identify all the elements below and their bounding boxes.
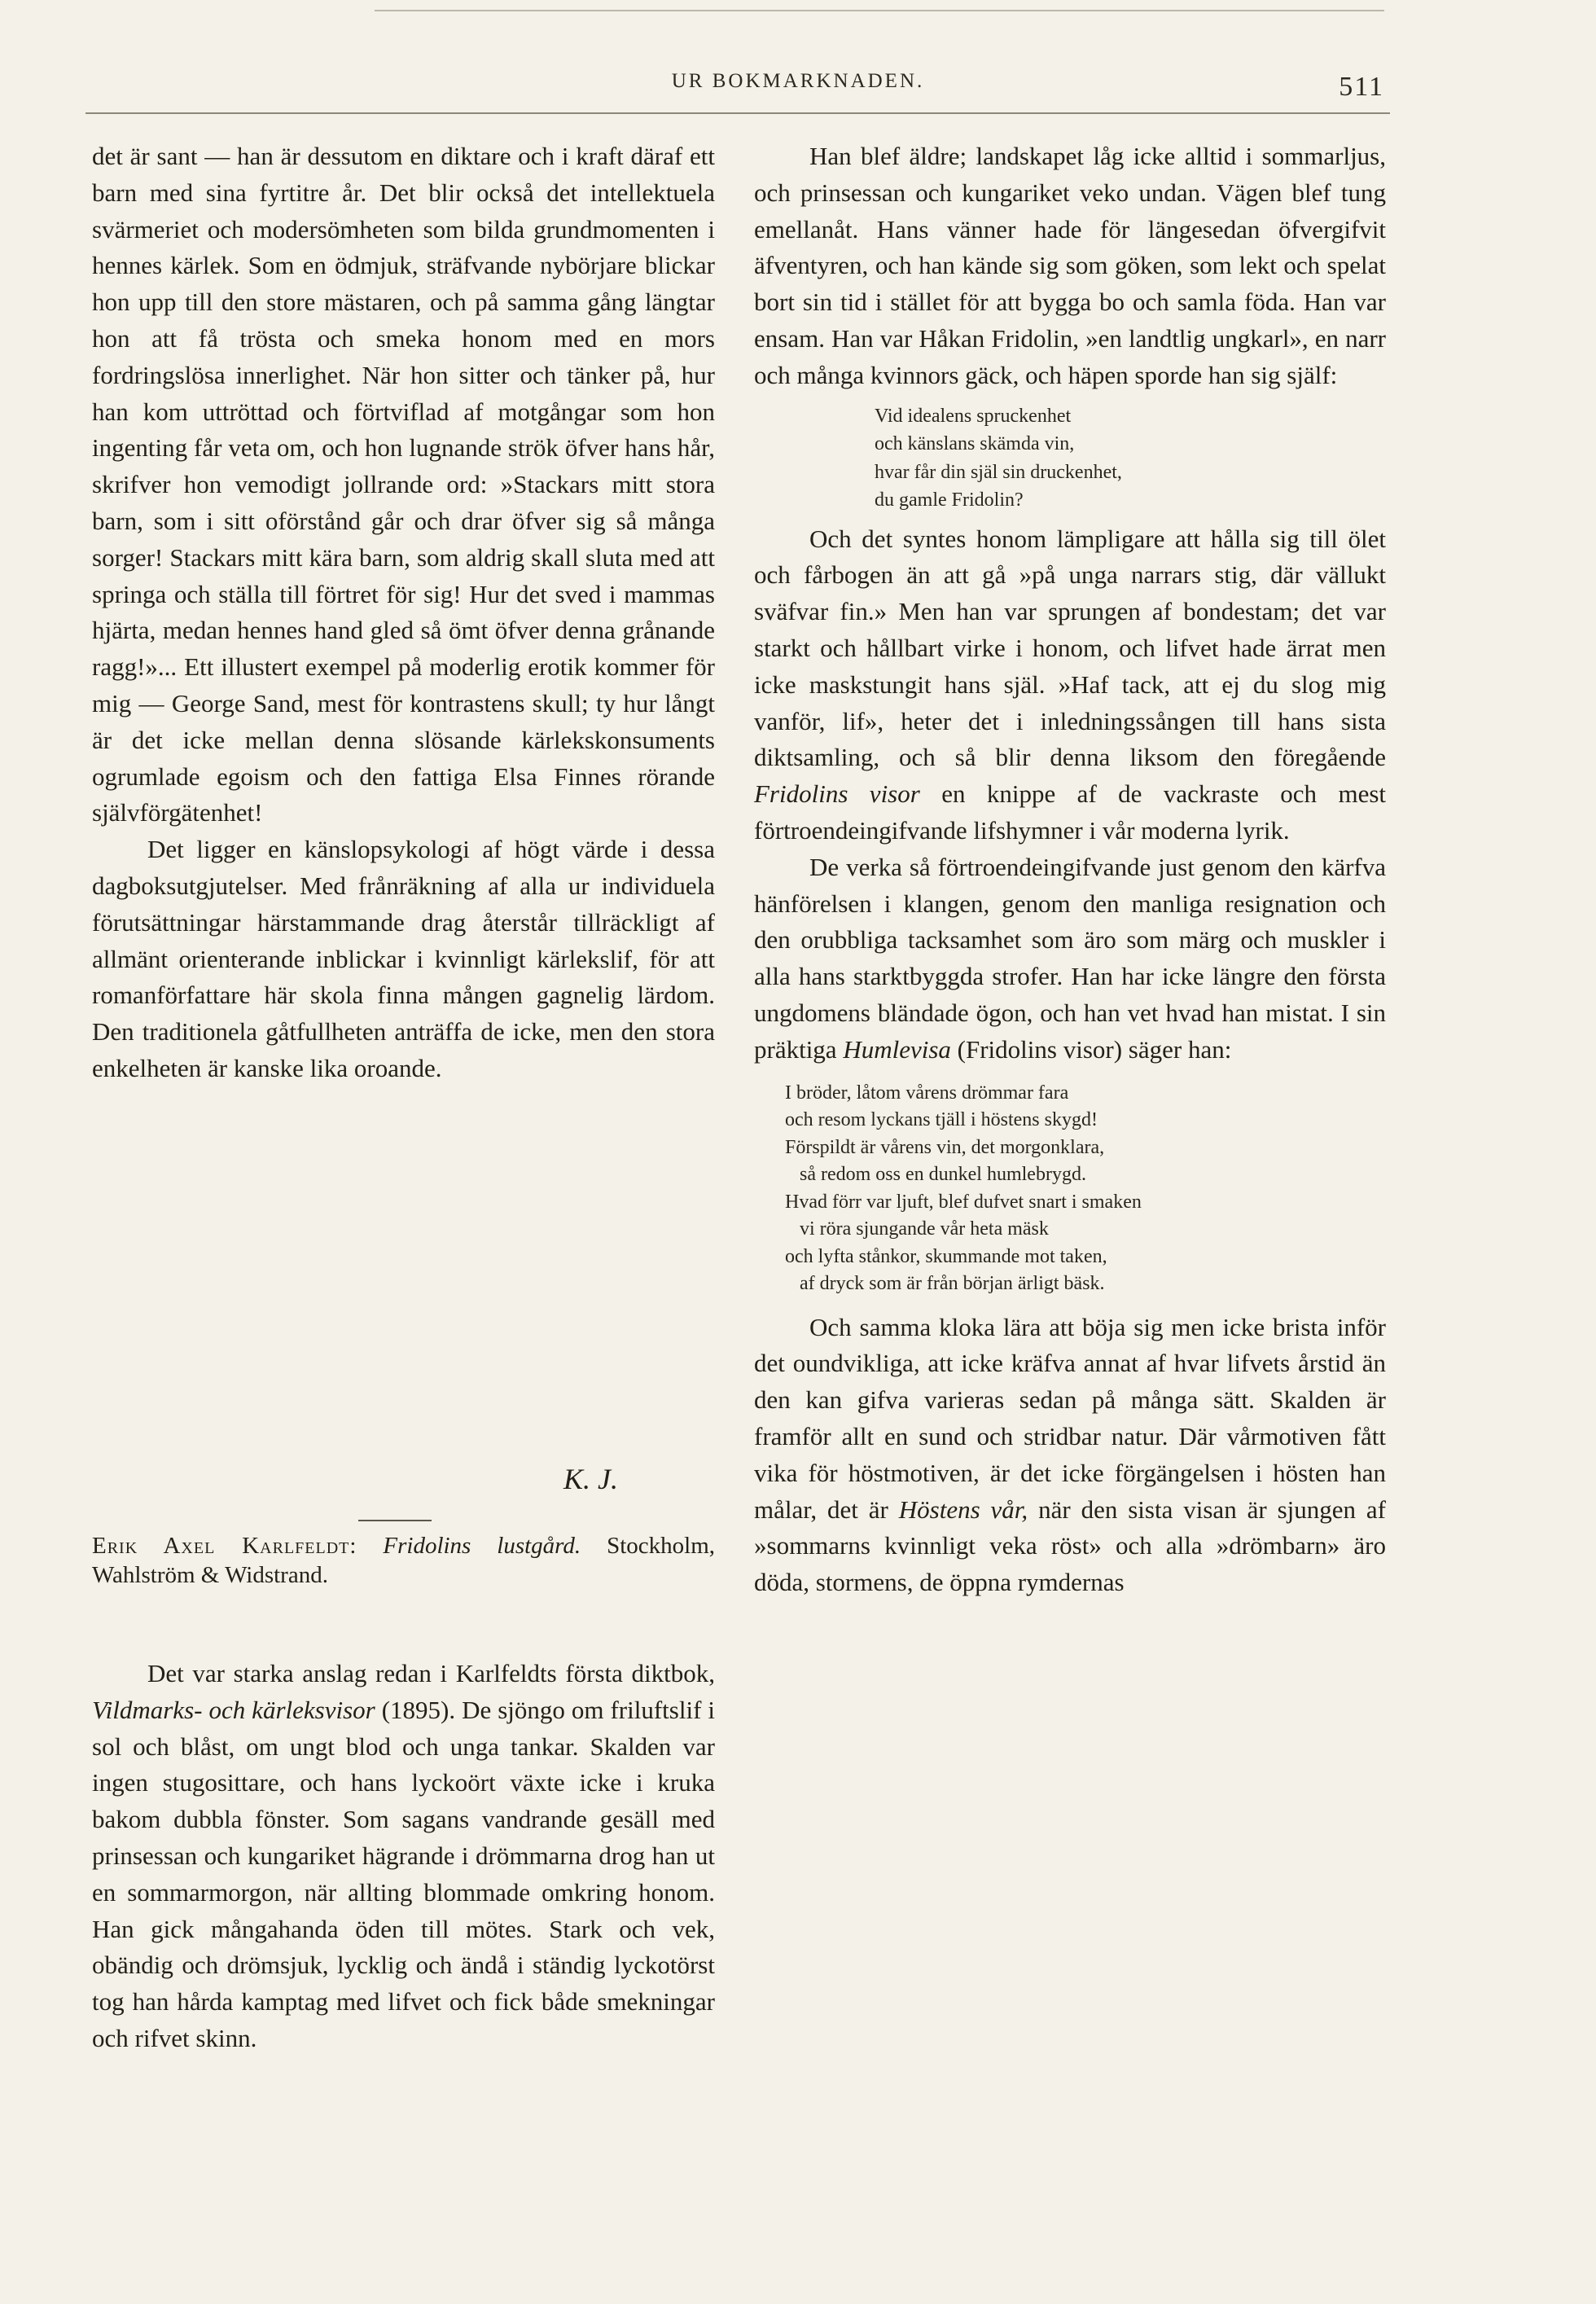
page-number: 511 xyxy=(1339,72,1384,102)
review-author: Erik Axel Karlfeldt: xyxy=(92,1533,357,1559)
header-rule xyxy=(86,112,1390,114)
right-paragraph-1: Han blef äldre; landskapet låg icke alltid i sommarljus, och prinsessan och kungariket veko undan. Vägen blef tung emellanåt. Hans vänner hade för längesedan öfvergifvit äfventyren, och han kände sig som göken, som lekt och spelat bort sin tid i stället för att bygga bo och samla föda. Han var ensam. Han var Håkan Fridolin, »en landtlig ungkarl», en narr och många kvinnors gäck, och häpen sporde han sig själf: xyxy=(754,142,1386,389)
left-paragraph-3-part-a: Det var starka anslag redan i Karlfeldts första diktbok, xyxy=(147,1659,715,1687)
verse-line: hvar får din själ sin druckenhet, xyxy=(875,461,1122,483)
poem-title-humlevisa: Humlevisa xyxy=(843,1034,951,1064)
book-title-fridolins-visor: Fridolins visor xyxy=(754,779,920,809)
verse-line: vi röra sjungande vår heta mäsk xyxy=(800,1218,1049,1240)
verse-line: och känslans skämda vin, xyxy=(875,433,1075,455)
verse-fridolin xyxy=(754,402,1386,515)
left-column xyxy=(92,138,715,1087)
left-column-review-body xyxy=(92,1656,715,2057)
right-paragraph-3-part-a: De verka så förtroendeingifvande just genom den kärfva hänförelsen i klangen, genom den manliga resignation och den orubbliga tacksamhet som äro som märg och muskler i alla hans starktbyggda strofer. Han har icke längre den första ungdomens bländade ögon, och han vet hvad han mistat. I sin präktiga xyxy=(754,852,1386,1064)
right-paragraph-3-part-b: (Fridolins visor) säger han: xyxy=(957,1034,1232,1064)
right-paragraph-4-part-a: Och samma kloka lära att böja sig men icke brista inför det oundvikliga, att icke kräfva annat af hvar lifvets årstid än den kan gifva varieras sedan på många sätt. Skalden är framför allt en sund och stridbar natur. Där vårmotiven fått vika för höstmotiven, är det icke förgängelsen i hösten han målar, det är xyxy=(754,1312,1386,1524)
review-book-title: Fridolins lustgård. xyxy=(383,1533,581,1559)
verse-line: så redom oss en dunkel humlebrygd. xyxy=(800,1164,1086,1186)
section-divider xyxy=(358,1520,432,1521)
verse-line: Förspildt är vårens vin, det morgonklara, xyxy=(785,1136,1105,1158)
right-paragraph-2-part-a: Och det syntes honom lämpligare att hålla sig till ölet och fårbogen än att gå »på unga narrars stig, där vällukt sväfvar fin.» Men han var sprungen af bondestam; det var starkt och hållbart virke i honom, och lifvet hade ärrat men icke maskstungit hans själ. »Haf tack, att ej du slog mig vanför, lif», heter det i inledningssången till hans sista diktsamling, och så blir denna liksom den föregående xyxy=(754,524,1386,772)
left-paragraph-2: Det ligger en känslopsykologi af högt värde i dessa dagboksutgjutelser. Med frånräkning af alla ur individuela förutsättningar härstammande drag återstår tillräckligt af allmänt orienterande inblickar i kvinnligt kärlekslif, för att romanförfattare här skola finna mången gagnelig lärdom. Den traditionela gåtfullheten anträffa de icke, men den stora enkelheten är kanske lika oroande. xyxy=(92,835,715,1082)
review-publisher: Stockholm, Wahlström & Widstrand. xyxy=(92,1533,715,1588)
poem-title-hostens-var: Höstens vår, xyxy=(898,1494,1028,1524)
right-paragraph-3 xyxy=(754,849,1386,1069)
left-paragraph-3 xyxy=(92,1656,715,2057)
right-paragraph-2 xyxy=(754,521,1386,849)
verse-line: Vid idealens spruckenhet xyxy=(875,405,1072,427)
verse-line: och resom lyckans tjäll i höstens skygd! xyxy=(785,1109,1098,1131)
verse-line: af dryck som är från början ärligt bäsk. xyxy=(800,1273,1105,1295)
verse-humlevisa xyxy=(754,1080,1386,1298)
top-edge-rule xyxy=(375,10,1384,11)
right-paragraph-4-part-b: när den sista visan är sjungen af »sommarns kvinnligt veka röst» och alla »drömbarn» äro döda, stormens, de öppna rymdernas xyxy=(754,1494,1387,1597)
left-paragraph-3-part-b: (1895). De sjöngo om friluftslif i sol och blåst, om ungt blod och unga tankar. Skalden var ingen stugosittare, och hans lyckoört växte icke i kruka bakom dubbla fönster. Som sagans vandrande gesäll med prinsessan och kungariket hägrande i drömmarna drog han ut en sommarmorgon, när allting blommade omkring honom. Han gick mångahanda öden till mötes. Stark och vek, obändig och drömsjuk, lycklig och ändå i ständig lyckotörst tog han hårda kamptag med lifvet och fick både smekningar och rifvet skinn. xyxy=(92,1695,715,2052)
running-head: UR BOKMARKNADEN. xyxy=(671,70,925,92)
book-title-vildmarks: Vildmarks- och kärleksvisor xyxy=(92,1695,375,1724)
right-paragraph-2-part-b: en knippe af de vackraste och mest förtroendeingifvande lifshymner i vår moderna lyrik. xyxy=(754,779,1387,845)
review-signature: K. J. xyxy=(563,1463,618,1495)
right-paragraph-4 xyxy=(754,1310,1386,1601)
review-heading xyxy=(92,1531,715,1590)
verse-line: I bröder, låtom vårens drömmar fara xyxy=(785,1082,1069,1104)
verse-line: och lyfta stånkor, skummande mot taken, xyxy=(785,1245,1107,1267)
left-paragraph-1: det är sant — han är dessutom en diktare och i kraft däraf ett barn med sina fyrtitre år. Det blir också det intellektuela svärmeriet och modersömheten som bilda grundmomenten i hennes kärlek. Som en ödmjuk, sträfvande nybörjare blickar hon upp till den store mästaren, och på samma gång längtar hon att få trösta och smeka honom med en mors fordringslösa innerlighet. När hon sitter och tänker på, hur han kom uttröttad och förtviflad af motgångar som hon ingenting får veta om, och hon lugnande strök öfver hans hår, skrifver hon vemodigt jollrande ord: »Stackars mitt stora barn, som i sitt oförstånd går och drar öfver sig så många sorger! Stackars mitt kära barn, som aldrig skall sluta med att springa och ställa till förtret för sig! Hur det sved i mammas hjärta, medan hennes hand gled så ömt öfver denna grånande ragg!»... Ett illustert exempel på moderlig erotik kommer för mig — George Sand, mest för kontrastens skull; ty hur långt är det icke mellan denna slösande kärlekskonsuments ogrumlade egoism och den fattiga Elsa Finnes rörande självförgätenhet! xyxy=(92,142,715,827)
verse-line: du gamle Fridolin? xyxy=(875,489,1024,511)
right-column xyxy=(754,138,1386,1601)
verse-line: Hvad förr var ljuft, blef dufvet snart i smaken xyxy=(785,1191,1142,1213)
